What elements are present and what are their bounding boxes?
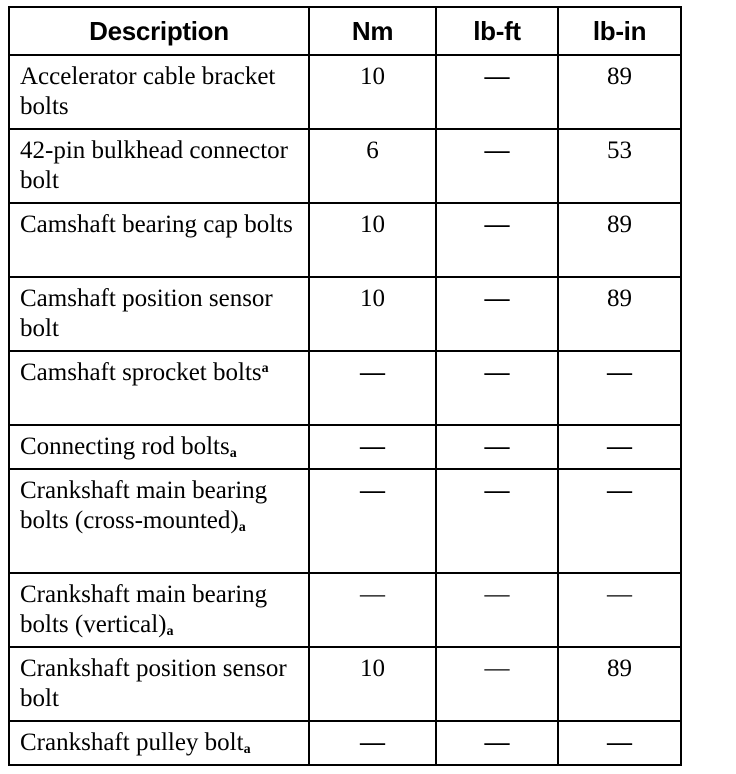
header-lbft: lb-ft (436, 7, 558, 55)
lbin-cell: 89 (558, 55, 681, 129)
lbft-cell: — (436, 55, 558, 129)
table-row (9, 203, 681, 277)
nm-cell: 10 (309, 55, 436, 129)
lbin-cell: — (558, 573, 681, 647)
footnote-marker: a (261, 361, 269, 376)
lbft-cell: — (436, 573, 558, 647)
row-description (9, 721, 309, 765)
torque-spec-table (8, 6, 682, 766)
row-description (9, 469, 309, 573)
lbft-cell: — (436, 203, 558, 277)
row-description (9, 129, 309, 203)
nm-cell: — (309, 721, 436, 765)
lbft-cell: — (436, 277, 558, 351)
lbin-cell: — (558, 351, 681, 425)
lbin-cell: 53 (558, 129, 681, 203)
footnote-marker: a (238, 520, 246, 535)
header-description: Description (9, 7, 309, 55)
lbft-cell: — (436, 721, 558, 765)
header-nm: Nm (309, 7, 436, 55)
nm-cell: — (309, 425, 436, 469)
nm-cell: — (309, 469, 436, 573)
footnote-marker: a (166, 624, 174, 639)
row-description (9, 573, 309, 647)
row-description (9, 425, 309, 469)
description-text: Crankshaft position sensor bolt (20, 655, 287, 712)
lbin-cell: — (558, 721, 681, 765)
table-row (9, 351, 681, 425)
nm-cell: — (309, 573, 436, 647)
description-text: Camshaft bearing cap bolts (20, 211, 293, 238)
row-description (9, 647, 309, 721)
lbin-cell: — (558, 469, 681, 573)
nm-cell: 10 (309, 647, 436, 721)
header-row (9, 7, 681, 55)
lbin-cell: 89 (558, 647, 681, 721)
row-description (9, 203, 309, 277)
header-lbin: lb-in (558, 7, 681, 55)
table-row (9, 129, 681, 203)
nm-cell: 10 (309, 203, 436, 277)
description-text: Accelerator cable bracket bolts (20, 63, 276, 120)
description-text: Crankshaft pulley bolt (20, 729, 244, 756)
table-row (9, 425, 681, 469)
row-description (9, 55, 309, 129)
table-row (9, 55, 681, 129)
lbft-cell: — (436, 351, 558, 425)
row-description (9, 351, 309, 425)
footnote-marker: a (243, 742, 251, 757)
lbin-cell: — (558, 425, 681, 469)
table-row (9, 573, 681, 647)
row-description (9, 277, 309, 351)
lbin-cell: 89 (558, 277, 681, 351)
description-text: Camshaft sprocket bolts (20, 359, 262, 386)
nm-cell: — (309, 351, 436, 425)
description-text: Connecting rod bolts (20, 433, 230, 460)
lbft-cell: — (436, 129, 558, 203)
lbft-cell: — (436, 469, 558, 573)
table-row (9, 277, 681, 351)
table-row (9, 721, 681, 765)
table-row (9, 647, 681, 721)
description-text: 42-pin bulkhead connector bolt (20, 137, 288, 194)
lbin-cell: 89 (558, 203, 681, 277)
lbft-cell: — (436, 425, 558, 469)
nm-cell: 10 (309, 277, 436, 351)
nm-cell: 6 (309, 129, 436, 203)
footnote-marker: a (229, 446, 237, 461)
description-text: Crankshaft main bearing bolts (vertical) (20, 581, 268, 638)
description-text: Camshaft position sensor bolt (20, 285, 273, 342)
description-text: Crankshaft main bearing bolts (cross-mounted) (20, 477, 268, 534)
table-row (9, 469, 681, 573)
lbft-cell: — (436, 647, 558, 721)
